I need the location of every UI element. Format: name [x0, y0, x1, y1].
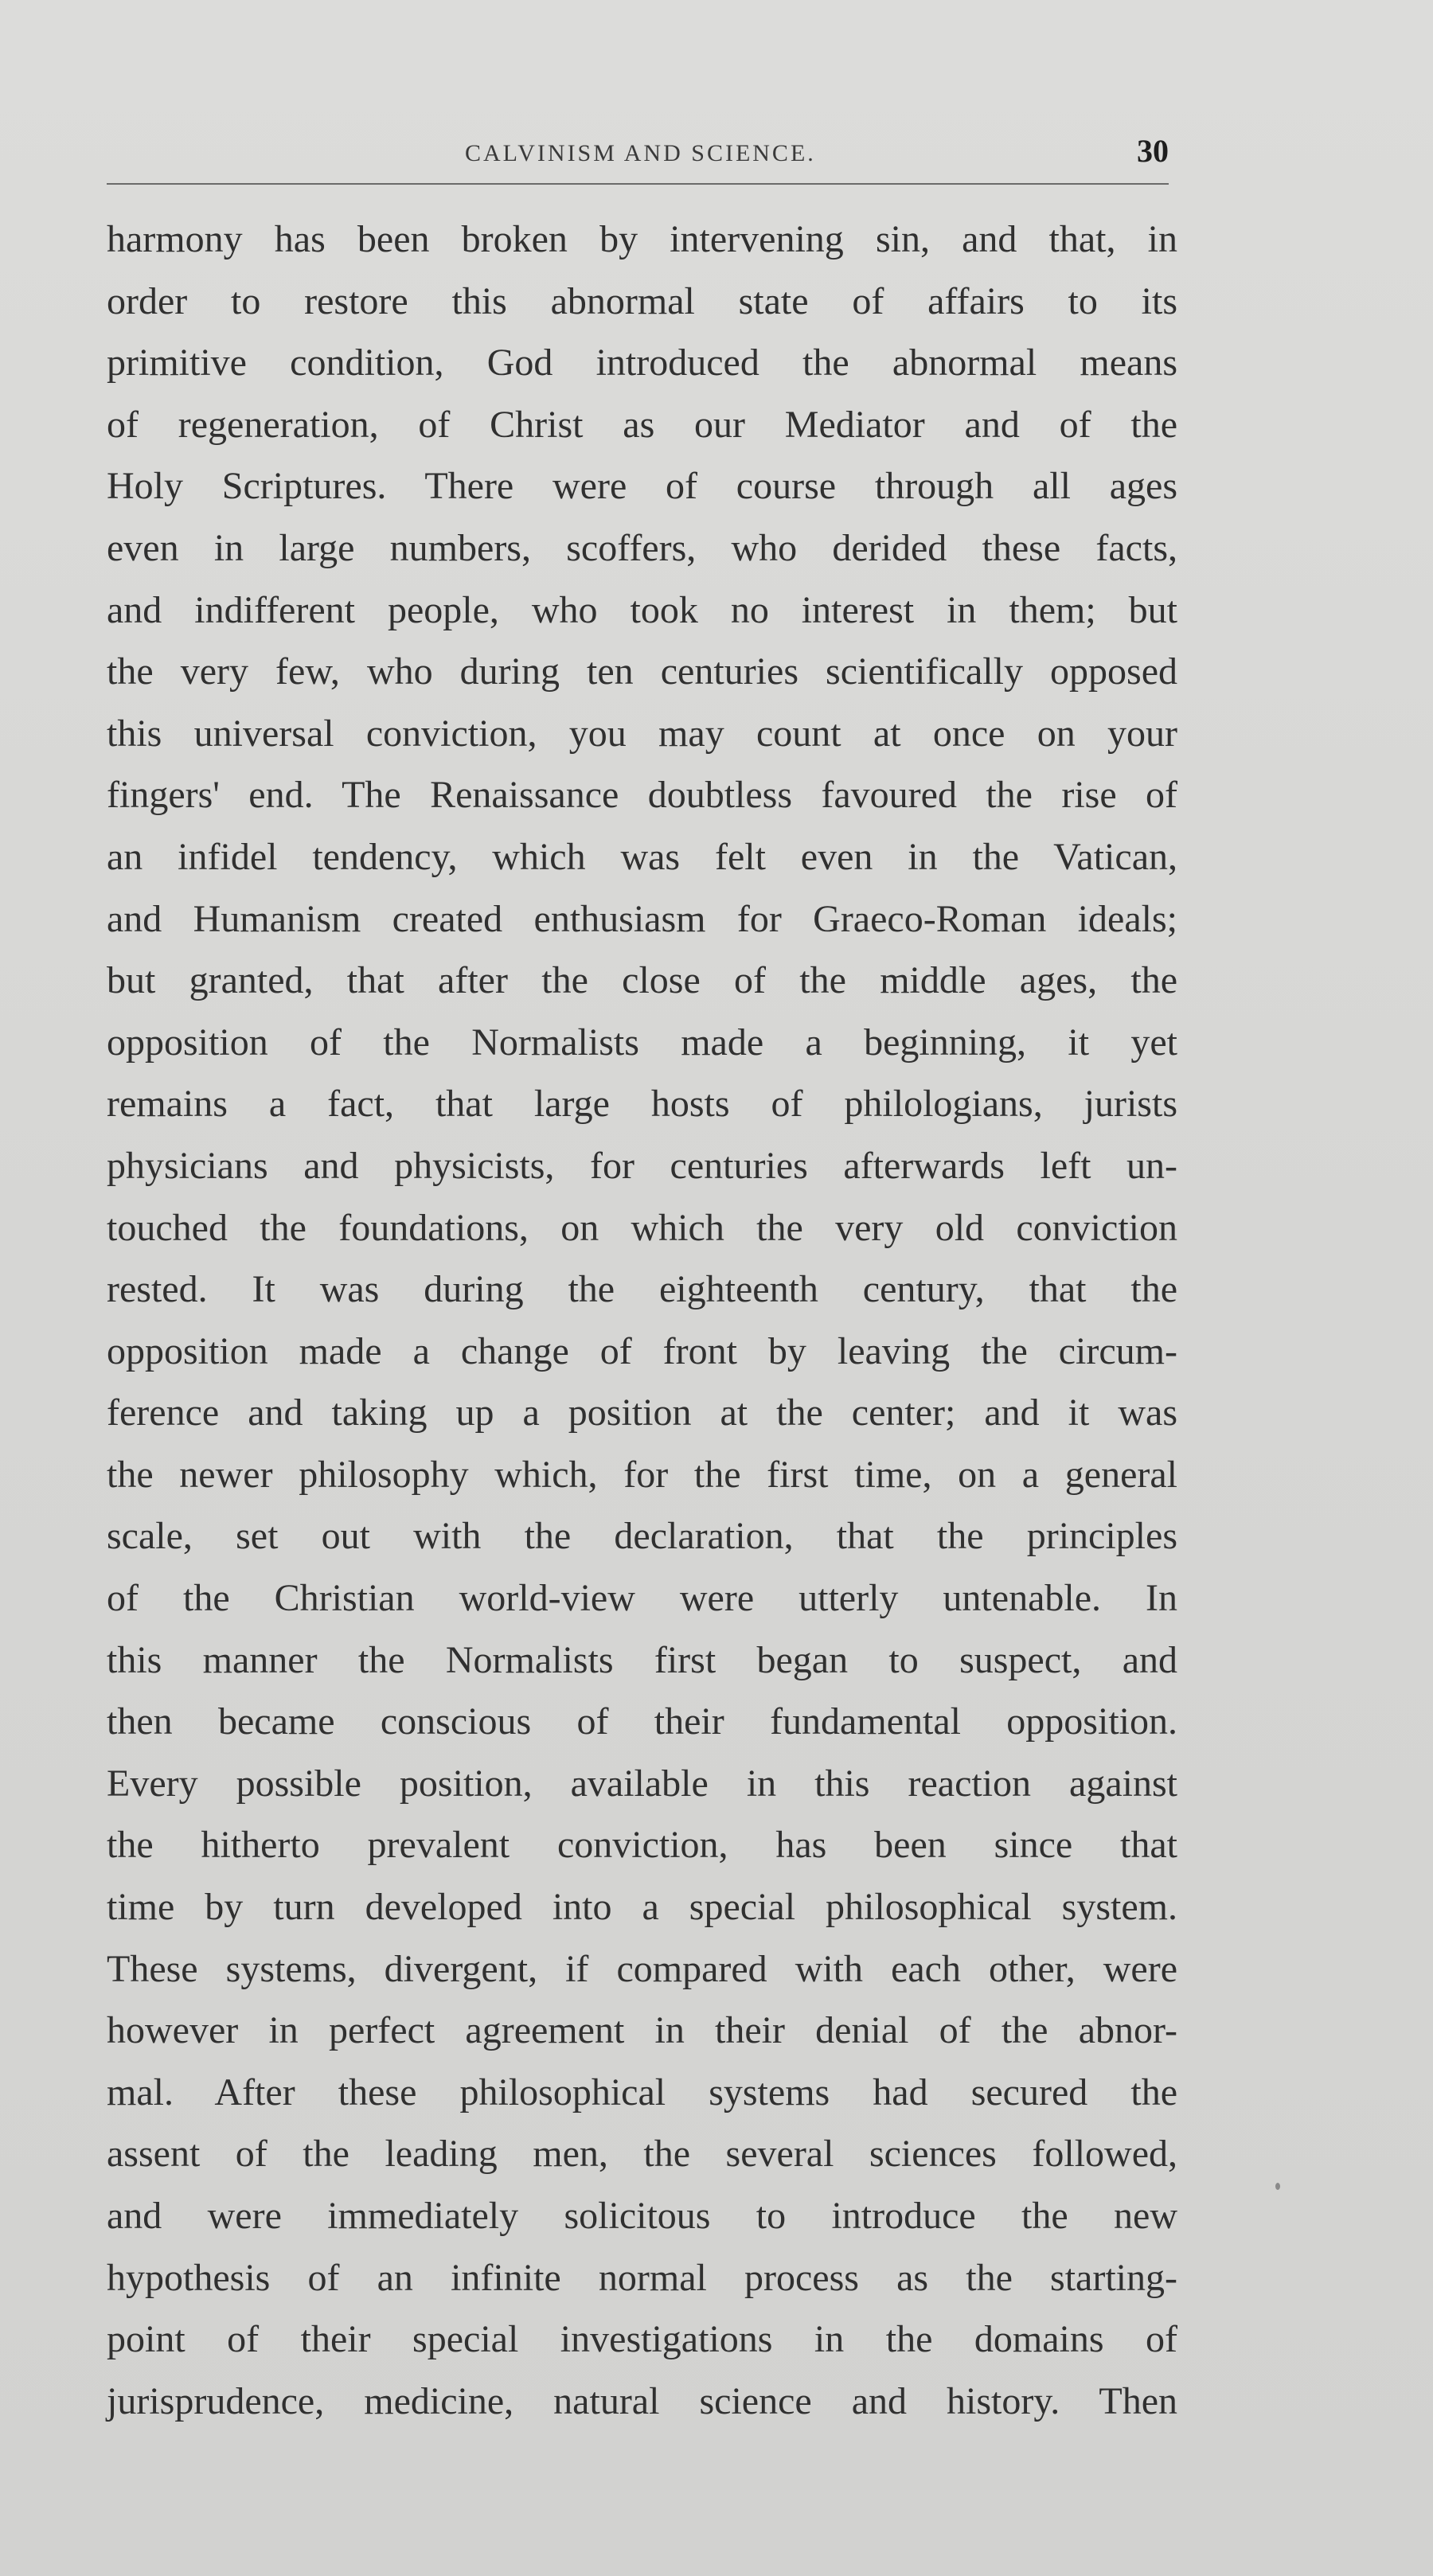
- text-line: These systems, divergent, if compared with each other, were: [107, 1947, 1177, 1990]
- text-line: rested. It was during the eighteenth century, that the: [107, 1268, 1177, 1311]
- text-line: even in large numbers, scoffers, who derided these facts,: [107, 526, 1177, 569]
- text-line: primitive condition, God introduced the abnormal means: [107, 342, 1177, 384]
- page-number: 30: [1137, 133, 1169, 169]
- text-line: of regeneration, of Christ as our Mediator and of the: [107, 403, 1177, 446]
- text-line: however in perfect agreement in their denial of the abnor-: [107, 2009, 1177, 2052]
- text-line: opposition of the Normalists made a beginning, it yet: [107, 1021, 1177, 1064]
- text-line: order to restore this abnormal state of affairs to its: [107, 279, 1177, 322]
- text-line: ference and taking up a position at the center; and it was: [107, 1391, 1177, 1434]
- text-line: point of their special investigations in the domains of: [107, 2318, 1177, 2361]
- text-line: an infidel tendency, which was felt even in the Vatican,: [107, 835, 1177, 878]
- body-text: [107, 209, 1177, 2432]
- text-line: the very few, who during ten centuries scientifically opposed: [107, 650, 1177, 693]
- text-line: opposition made a change of front by leaving the circum-: [107, 1329, 1177, 1372]
- text-line: then became conscious of their fundamental opposition.: [107, 1700, 1177, 1743]
- text-line: and Humanism created enthusiasm for Graeco-Roman ideals;: [107, 897, 1177, 940]
- text-line: touched the foundations, on which the very old conviction: [107, 1206, 1177, 1249]
- text-line: physicians and physicists, for centuries afterwards left un-: [107, 1144, 1177, 1187]
- text-line: this manner the Normalists first began to suspect, and: [107, 1638, 1177, 1681]
- text-line: remains a fact, that large hosts of philologians, jurists: [107, 1083, 1177, 1126]
- paper-speck: [1275, 2183, 1280, 2190]
- text-line: mal. After these philosophical systems had secured the: [107, 2071, 1177, 2113]
- text-line: and indifferent people, who took no interest in them; but: [107, 588, 1177, 631]
- running-header: [107, 127, 1169, 185]
- text-line: but granted, that after the close of the middle ages, the: [107, 959, 1177, 1002]
- text-line: Every possible position, available in this reaction against: [107, 1762, 1177, 1805]
- text-line: the newer philosophy which, for the first time, on a general: [107, 1453, 1177, 1496]
- text-line: fingers' end. The Renaissance doubtless favoured the rise of: [107, 774, 1177, 817]
- running-title: CALVINISM AND SCIENCE.: [465, 140, 816, 166]
- text-line: this universal conviction, you may count at once on your: [107, 712, 1177, 755]
- text-line: assent of the leading men, the several sciences followed,: [107, 2133, 1177, 2176]
- text-line: harmony has been broken by intervening sin, and that, in: [107, 218, 1177, 260]
- text-line: time by turn developed into a special philosophical system.: [107, 1886, 1177, 1929]
- text-line: scale, set out with the declaration, that the principles: [107, 1515, 1177, 1558]
- text-line: hypothesis of an infinite normal process as the starting-: [107, 2256, 1177, 2299]
- text-line: and were immediately solicitous to introduce the new: [107, 2195, 1177, 2237]
- text-line: Holy Scriptures. There were of course through all ages: [107, 465, 1177, 508]
- text-line: of the Christian world-view were utterly untenable. In: [107, 1577, 1177, 1620]
- text-line: jurisprudence, medicine, natural science and history. Then: [107, 2379, 1177, 2422]
- text-line: the hitherto prevalent conviction, has been since that: [107, 1824, 1177, 1867]
